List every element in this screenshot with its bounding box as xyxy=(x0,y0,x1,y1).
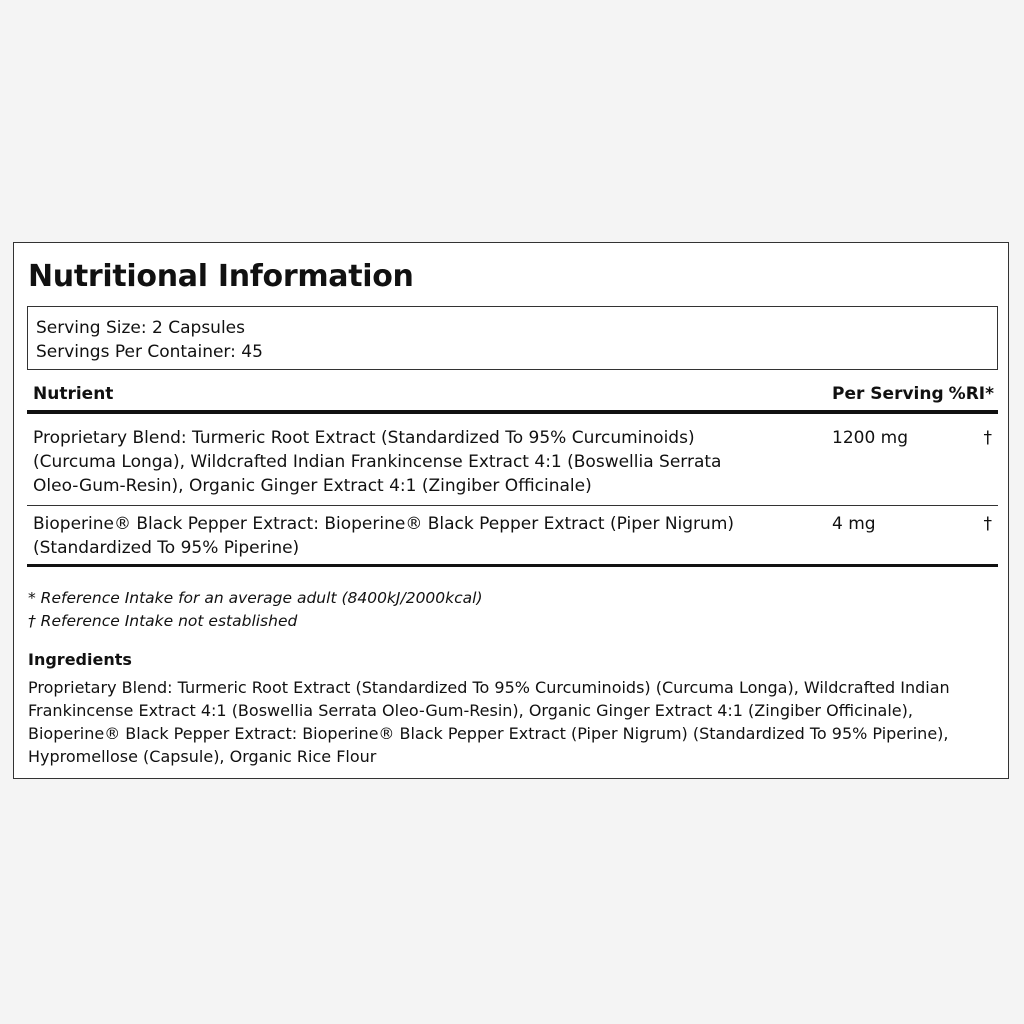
footnote-reference-intake: * Reference Intake for an average adult (8400kJ/2000kcal) xyxy=(28,589,483,607)
ingredients-text: Proprietary Blend: Turmeric Root Extract (Standardized To 95% Curcuminoids) (Curcuma Longa), Wildcrafted Indian Frankincense Extract 4:1 (Boswellia Serrata Oleo-Gum-Resin), Organic Ginger Extract 4:1 (Zingiber Officinale), Bioperine® Black Pepper Extract: Bioperine® Black Pepper Extract (Piper Nigrum) (Standardized To 95% Piperine), Hypromellose (Capsule), Organic Rice Flour xyxy=(28,678,950,766)
header-per-serving: Per Serving xyxy=(832,381,942,412)
nutrient-name: Bioperine® Black Pepper Extract: Bioperine® Black Pepper Extract (Piper Nigrum) (Standardized To 95% Piperine) xyxy=(27,506,832,566)
ri-value: † xyxy=(942,506,998,566)
table-header-row xyxy=(27,381,998,412)
ri-value: † xyxy=(942,412,998,506)
serving-size: Serving Size: 2 Capsules xyxy=(36,318,245,338)
ingredients-heading: Ingredients xyxy=(28,650,132,669)
panel-title: Nutritional Information xyxy=(28,259,414,294)
nutrition-panel xyxy=(13,242,1009,779)
header-nutrient: Nutrient xyxy=(27,381,832,412)
table-row xyxy=(27,412,998,506)
servings-per-container: Servings Per Container: 45 xyxy=(36,342,263,362)
per-serving-value: 4 mg xyxy=(832,506,942,566)
nutrient-table xyxy=(27,381,998,567)
header-ri: %RI* xyxy=(942,381,998,412)
serving-info-box xyxy=(27,306,998,370)
table-row xyxy=(27,506,998,566)
footnotes xyxy=(28,587,483,633)
footnote-not-established: † Reference Intake not established xyxy=(28,612,298,630)
nutrient-name: Proprietary Blend: Turmeric Root Extract (Standardized To 95% Curcuminoids) (Curcuma Longa), Wildcrafted Indian Frankincense Extract 4:1 (Boswellia Serrata Oleo-Gum-Resin), Organic Ginger Extract 4:1 (Zingiber Officinale) xyxy=(27,412,832,506)
per-serving-value: 1200 mg xyxy=(832,412,942,506)
